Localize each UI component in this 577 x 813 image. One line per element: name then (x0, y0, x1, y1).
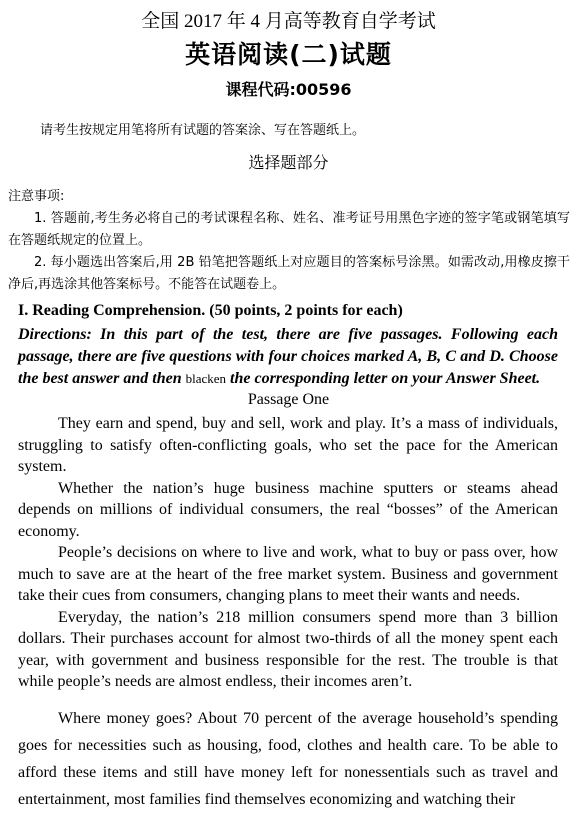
general-instruction: 请考生按规定用笔将所有试题的答案涂、写在答题纸上。 (40, 123, 366, 138)
part-heading: I. Reading Comprehension. (50 points, 2 points for each) (18, 302, 403, 319)
notice-label: 注意事项: (8, 189, 65, 204)
passage-paragraph: People’s decisions on where to live and work, what to buy or pass over, how much to save are at the heart of the free market system. Business and government take their cues from consumers, changing plans to meet their wants and needs. (18, 544, 558, 604)
passage-paragraph: Everyday, the nation’s 218 million consumers spend more than 3 billion dollars. Their purchases account for almost two-thirds of all the money spent each year, with government and business responsible for the rest. The trouble is that while people’s needs are almost endless, their incomes aren’t. (18, 608, 558, 690)
notice-item: 1. 答题前,考生务必将自己的考试课程名称、姓名、准考证号用黑色字迹的签字笔或钢笔填写在答题纸规定的位置上。 (8, 211, 570, 248)
exam-title: 全国 2017 年 4 月高等教育自学考试 (141, 11, 436, 32)
passage-title: Passage One (247, 391, 330, 408)
directions (18, 324, 558, 390)
directions-text: Directions: In this part of the test, there are five passages. Following each passage, there are five questions with four choices marked A, B, C and D. Choose the best answer and then (18, 326, 558, 387)
passage-paragraph: Whether the nation’s huge business machine sputters or steams ahead depends on millions of individual consumers, the real “bosses” of the American economy. (18, 479, 558, 540)
notice-block (8, 186, 570, 296)
notice-item: 2. 每小题选出答案后,用 2B 铅笔把答题纸上对应题目的答案标号涂黑。如需改动,用橡皮擦干净后,再选涂其他答案标号。不能答在试题卷上。 (8, 255, 570, 292)
passage-body (18, 413, 558, 813)
directions-blacken-word: blacken (185, 371, 227, 386)
section-heading: 选择题部分 (248, 153, 329, 172)
directions-text-end: the corresponding letter on your Answer Sheet. (226, 370, 541, 387)
passage-paragraph: They earn and spend, buy and sell, work and play. It’s a mass of individuals, struggling to satisfy often-conflicting goals, who set the pace for the American system. (18, 415, 558, 475)
passage-paragraph-last: Where money goes? About 70 percent of the average household’s spending goes for necessities such as housing, food, clothes and health care. To be able to afford these items and still have money left for nonessentials such as travel and entertainment, most families find themselves economizing and watching their (18, 709, 558, 808)
paper-title: 英语阅读(二)试题 (185, 40, 392, 69)
course-code: 课程代码:00596 (225, 80, 352, 99)
